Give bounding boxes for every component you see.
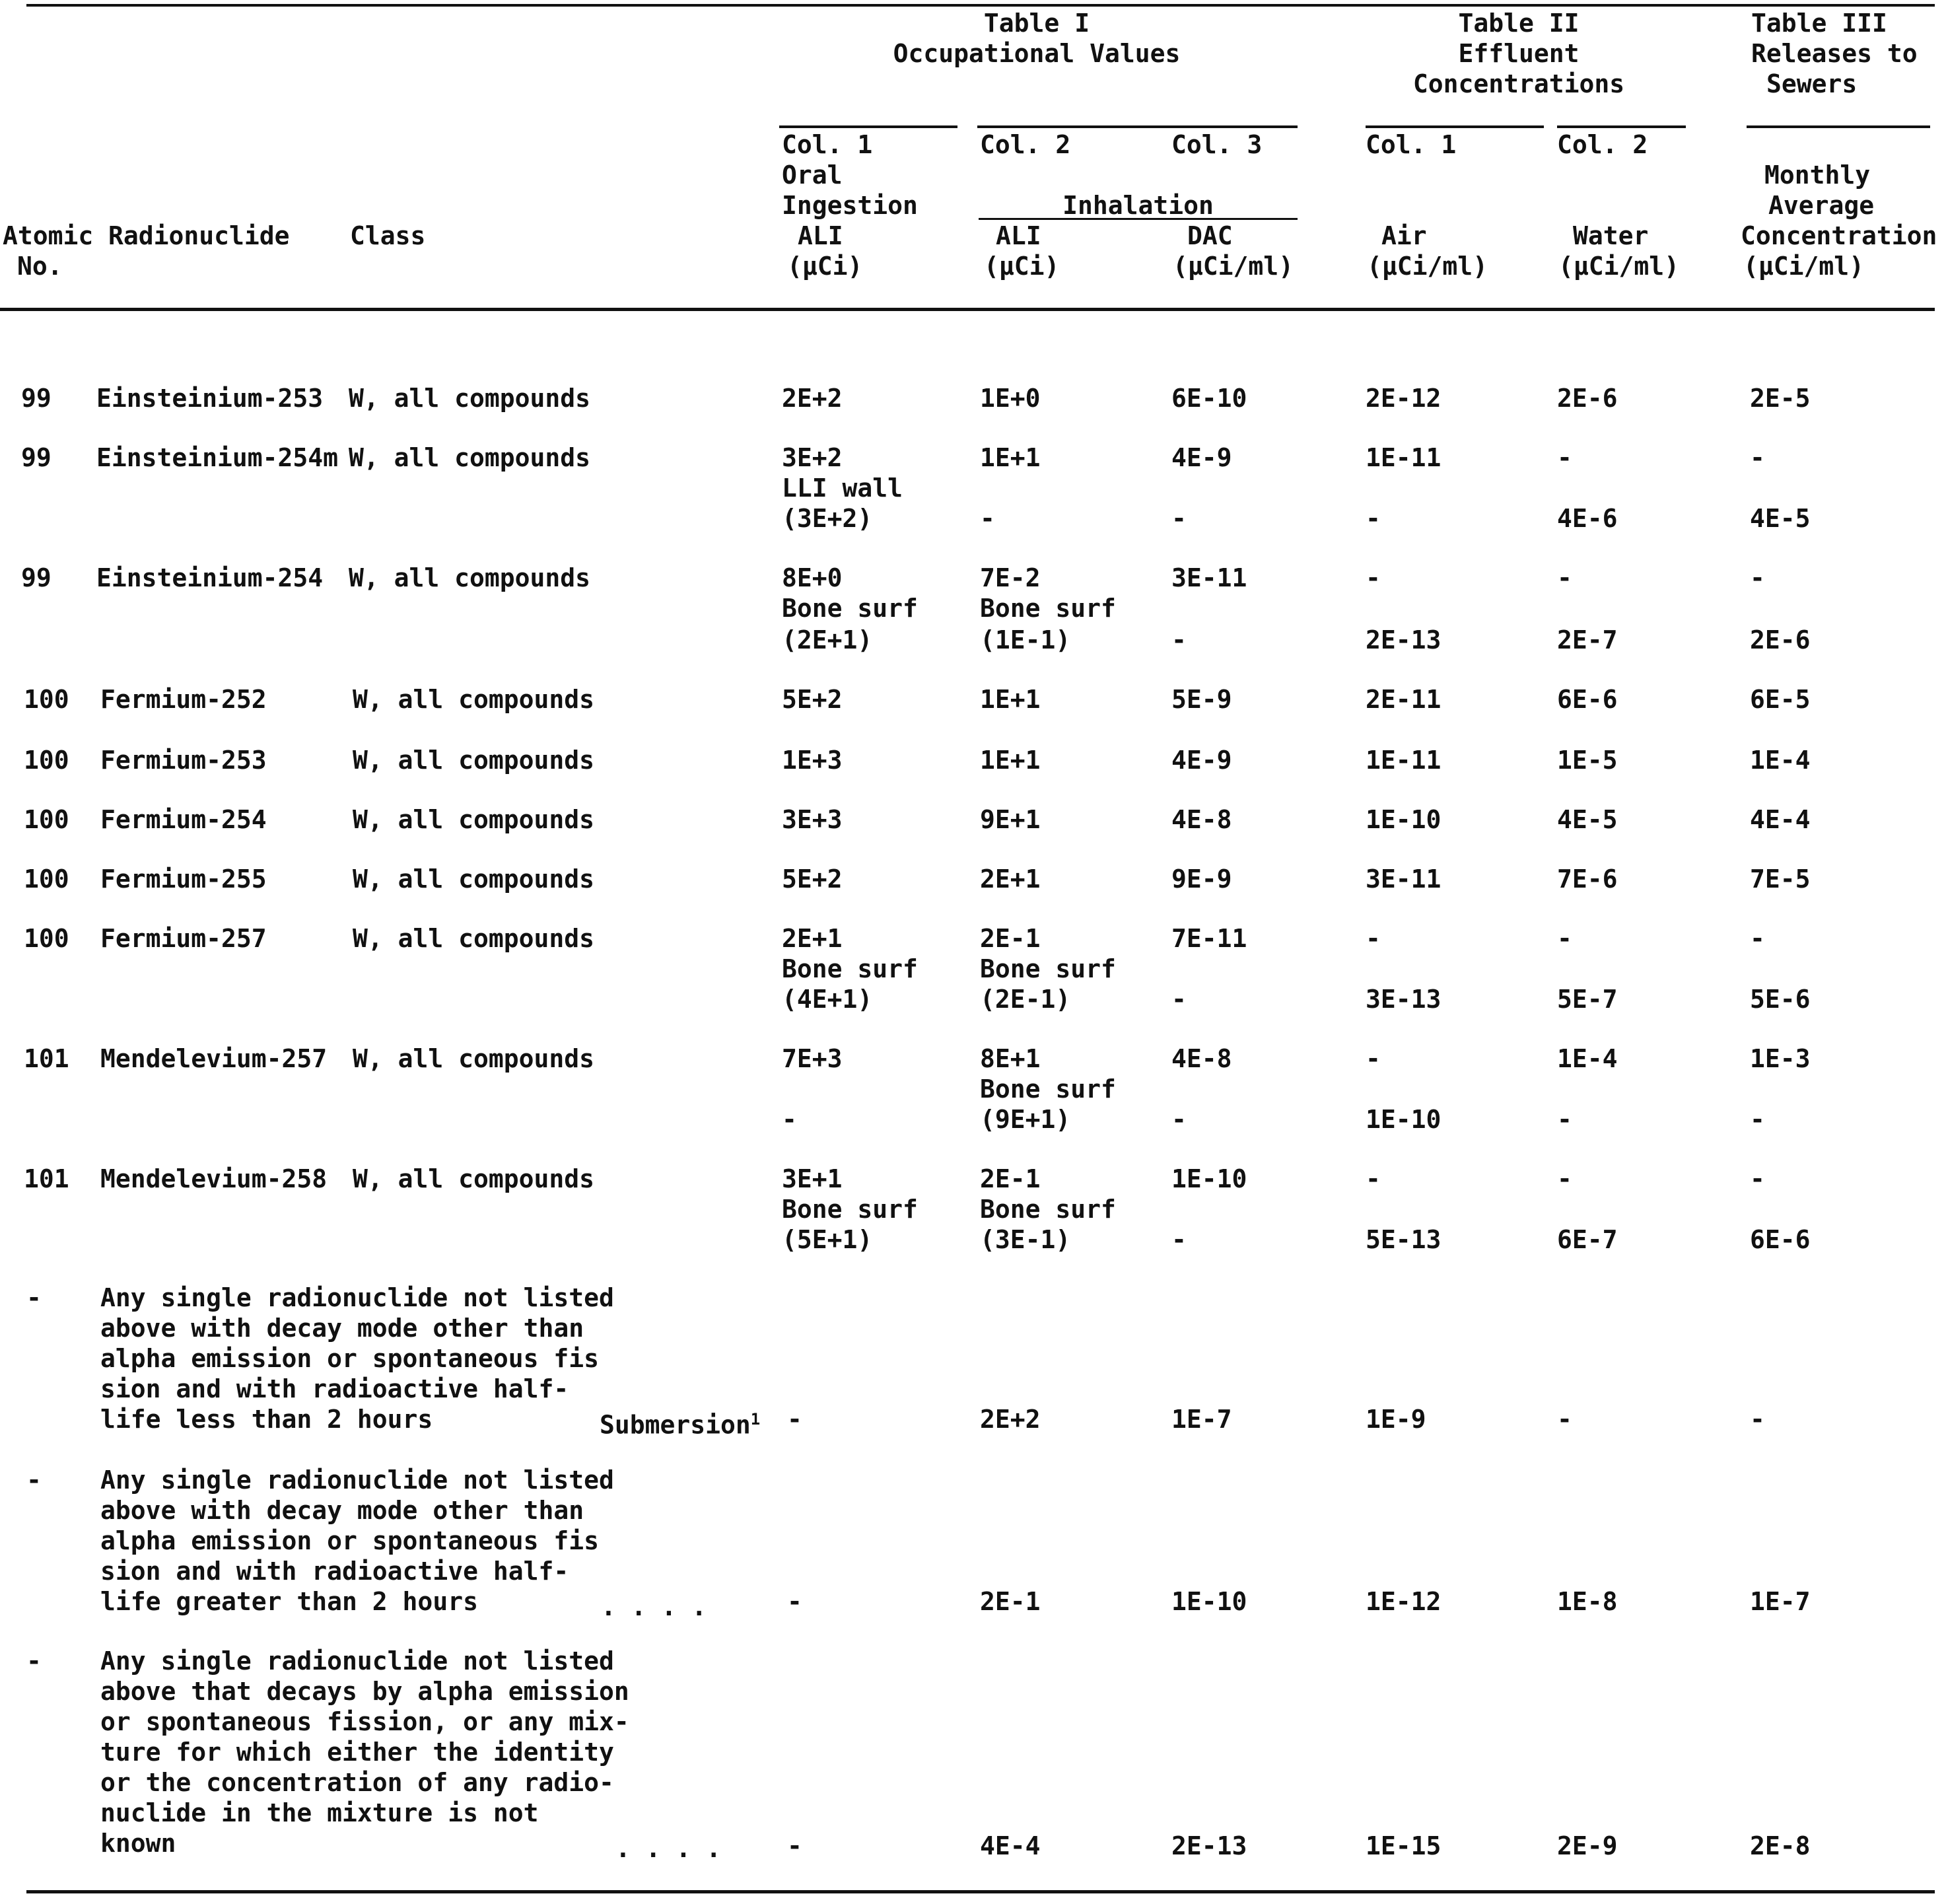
value-cell: - [1171, 625, 1187, 654]
class-cell: W, all compounds [349, 384, 591, 413]
class-cell: W, all compounds [349, 443, 591, 472]
radionuclide-description-cell: Any single radionuclide not listed above that decays by alpha emission or spontaneous fission, or any mix- ture for which either the identity or the concentration of any radio- nuclide in the mixture is not known [100, 1646, 629, 1858]
value-cell: 2E-6 [1750, 625, 1811, 654]
value-cell: 1E-12 [1366, 1587, 1442, 1616]
value-cell: - [1171, 1105, 1187, 1134]
atomic-number-cell: 101 [24, 1044, 69, 1073]
radionuclide-cell: Einsteinium-254m [96, 443, 339, 472]
value-cell: 2E-7 [1557, 625, 1618, 654]
value-cell: - [980, 504, 995, 533]
value-cell: 3E+2 [782, 443, 843, 472]
atomic-number-cell: 100 [24, 805, 69, 834]
value-cell: (2E+1) [782, 625, 873, 654]
organ-label-cell: LLI wall [782, 474, 903, 503]
t1-col3-line1: DAC [1187, 221, 1233, 250]
value-cell: - [1366, 563, 1381, 592]
class-cell: W, all compounds [353, 685, 595, 714]
value-cell: 5E-9 [1171, 685, 1232, 714]
value-cell: 4E-9 [1171, 746, 1232, 775]
value-cell: (9E+1) [980, 1105, 1071, 1134]
t1-col2-unit: (µCi) [984, 252, 1060, 281]
value-cell: 1E+1 [980, 443, 1041, 472]
value-cell: 1E-5 [1557, 746, 1618, 775]
t1-col3-unit: (µCi/ml) [1173, 252, 1294, 281]
t1-col2-label: Col. 2 [980, 130, 1071, 159]
value-cell: 1E-11 [1366, 746, 1442, 775]
value-cell: - [1557, 1164, 1572, 1193]
t2-col1-rule [1366, 125, 1544, 128]
value-cell: 6E-6 [1557, 685, 1618, 714]
value-cell: 2E+1 [980, 864, 1041, 894]
table2-line2: Effluent [1458, 39, 1580, 68]
value-cell: 1E-11 [1366, 443, 1442, 472]
value-cell: 5E+2 [782, 864, 843, 894]
radionuclide-cell: Einsteinium-253 [96, 384, 324, 413]
atomic-number-cell: 100 [24, 746, 69, 775]
value-cell: - [787, 1405, 802, 1434]
class-header: Class [350, 221, 426, 250]
value-cell: - [1171, 985, 1187, 1014]
table3-line3: Sewers [1766, 69, 1858, 98]
organ-label-cell: Bone surf [980, 954, 1116, 983]
class-cell: W, all compounds [353, 805, 595, 834]
value-cell: - [1557, 563, 1572, 592]
organ-label-cell: Bone surf [782, 1195, 918, 1224]
atomic-number-cell: 99 [21, 563, 52, 592]
radionuclide-cell: Fermium-257 [100, 924, 267, 953]
footnote-marker: 1 [750, 1410, 761, 1428]
value-cell: - [1557, 1105, 1572, 1134]
organ-label-cell: Bone surf [980, 1075, 1116, 1104]
atomic-number-cell: 100 [24, 864, 69, 894]
t2-col2-line1: Water [1573, 221, 1649, 250]
t2-col1-label: Col. 1 [1366, 130, 1457, 159]
t3-rule [1747, 125, 1930, 128]
value-cell: 1E-10 [1171, 1164, 1247, 1193]
t1-col1-line2: Ingestion [782, 191, 918, 220]
value-cell: 2E-8 [1750, 1831, 1811, 1860]
t3-unit: (µCi/ml) [1743, 252, 1865, 281]
value-cell: - [1750, 1105, 1765, 1134]
value-cell: - [1557, 1405, 1572, 1434]
value-cell: 7E-11 [1171, 924, 1247, 953]
atomic-number-cell: 99 [21, 443, 52, 472]
table2-line3: Concentrations [1412, 69, 1625, 98]
value-cell: - [1557, 443, 1572, 472]
top-rule [26, 4, 1935, 7]
t1-col3-label: Col. 3 [1171, 130, 1263, 159]
value-cell: - [1366, 1164, 1381, 1193]
atomic-number-cell: 100 [24, 685, 69, 714]
organ-label-cell: Bone surf [782, 954, 918, 983]
class-cell: W, all compounds [353, 1044, 595, 1073]
inhalation-label: Inhalation [1062, 191, 1214, 220]
value-cell: 3E-13 [1366, 985, 1442, 1014]
value-cell: 2E-9 [1557, 1831, 1618, 1860]
value-cell: 4E-4 [1750, 805, 1811, 834]
value-cell: 2E-5 [1750, 384, 1811, 413]
value-cell: 1E-3 [1750, 1044, 1811, 1073]
value-cell: 1E-7 [1750, 1587, 1811, 1616]
class-cell: W, all compounds [353, 924, 595, 953]
organ-label-cell: Bone surf [980, 1195, 1116, 1224]
t1-col1-label: Col. 1 [782, 130, 873, 159]
value-cell: 2E-1 [980, 1587, 1041, 1616]
t2-col2-unit: (µCi/ml) [1558, 252, 1680, 281]
value-cell: 1E-7 [1171, 1405, 1232, 1434]
table3-title: Table III [1751, 9, 1887, 38]
table1-subtitle: Occupational Values [893, 39, 1181, 68]
value-cell: 3E+3 [782, 805, 843, 834]
class-cell: . . . . [601, 1592, 707, 1621]
t3-line3: Concentration [1741, 221, 1937, 250]
value-cell: - [1171, 1225, 1187, 1254]
value-cell: 2E-13 [1171, 1831, 1247, 1860]
value-cell: 4E-6 [1557, 504, 1618, 533]
table2-title: Table II [1458, 9, 1580, 38]
value-cell: 7E-6 [1557, 864, 1618, 894]
value-cell: 1E-8 [1557, 1587, 1618, 1616]
t1-col1-line3: ALI [798, 221, 843, 250]
value-cell: 7E-2 [980, 563, 1041, 592]
value-cell: - [1366, 924, 1381, 953]
atomic-number-cell: 100 [24, 924, 69, 953]
value-cell: 5E-6 [1750, 985, 1811, 1014]
value-cell: - [1366, 504, 1381, 533]
value-cell: (3E+2) [782, 504, 873, 533]
value-cell: - [1750, 1164, 1765, 1193]
organ-label-cell: Bone surf [782, 594, 918, 623]
t3-line2: Average [1768, 191, 1875, 220]
value-cell: 8E+1 [980, 1044, 1041, 1073]
value-cell: - [1557, 924, 1572, 953]
value-cell: 6E-6 [1750, 1225, 1811, 1254]
t2-col1-line1: Air [1381, 221, 1427, 250]
t1-col2-line1: ALI [996, 221, 1041, 250]
value-cell: 8E+0 [782, 563, 843, 592]
radionuclide-cell: Mendelevium-258 [100, 1164, 328, 1193]
radionuclide-cell: Fermium-255 [100, 864, 267, 894]
value-cell: - [1750, 443, 1765, 472]
t3-line1: Monthly [1764, 160, 1871, 190]
t1-col23-rule [977, 125, 1298, 128]
t2-col2-label: Col. 2 [1557, 130, 1648, 159]
value-cell: 2E+1 [782, 924, 843, 953]
atomic-number-cell: 101 [24, 1164, 69, 1193]
value-cell: 3E+1 [782, 1164, 843, 1193]
value-cell: 5E-7 [1557, 985, 1618, 1014]
value-cell: - [1750, 924, 1765, 953]
atomic-number-cell: - [26, 1465, 42, 1495]
value-cell: 3E-11 [1171, 563, 1247, 592]
atomic-number-cell: 99 [21, 384, 52, 413]
value-cell: - [787, 1831, 802, 1860]
radionuclide-header: Radionuclide [108, 221, 290, 250]
value-cell: 3E-11 [1366, 864, 1442, 894]
value-cell: 1E-4 [1750, 746, 1811, 775]
value-cell: 9E+1 [980, 805, 1041, 834]
value-cell: 2E-13 [1366, 625, 1442, 654]
value-cell: - [787, 1587, 802, 1616]
value-cell: 1E+1 [980, 685, 1041, 714]
value-cell: 5E+2 [782, 685, 843, 714]
class-cell: W, all compounds [349, 563, 591, 592]
t1-col1-rule [779, 125, 957, 128]
value-cell: 1E-10 [1366, 805, 1442, 834]
value-cell: 7E-5 [1750, 864, 1811, 894]
t1-col1-line1: Oral [782, 160, 843, 190]
radionuclide-cell: Einsteinium-254 [96, 563, 324, 592]
value-cell: 2E+2 [980, 1405, 1041, 1434]
radionuclide-description-cell: Any single radionuclide not listed above with decay mode other than alpha emission or spontaneous fis sion and with radioactive half- life greater than 2 hours [100, 1465, 614, 1616]
value-cell: 4E-4 [980, 1831, 1041, 1860]
value-cell: 1E-15 [1366, 1831, 1442, 1860]
t2-col1-unit: (µCi/ml) [1367, 252, 1488, 281]
value-cell: 2E-1 [980, 1164, 1041, 1193]
value-cell: - [1750, 1405, 1765, 1434]
organ-label-cell: Bone surf [980, 594, 1116, 623]
table3-line2: Releases to [1751, 39, 1918, 68]
value-cell: (1E-1) [980, 625, 1071, 654]
radionuclide-cell: Fermium-252 [100, 685, 267, 714]
value-cell: 1E-10 [1366, 1105, 1442, 1134]
value-cell: - [1750, 563, 1765, 592]
value-cell: 6E-7 [1557, 1225, 1618, 1254]
value-cell: 5E-13 [1366, 1225, 1442, 1254]
value-cell: 4E-5 [1557, 805, 1618, 834]
value-cell: - [782, 1105, 797, 1134]
header-bottom-rule [0, 308, 1935, 311]
class-cell: W, all compounds [353, 746, 595, 775]
value-cell: 4E-8 [1171, 805, 1232, 834]
value-cell: 1E-10 [1171, 1587, 1247, 1616]
bottom-rule [26, 1890, 1935, 1893]
class-cell: Submersion$^1$ [600, 1410, 761, 1440]
value-cell: 4E-5 [1750, 504, 1811, 533]
value-cell: 6E-5 [1750, 685, 1811, 714]
value-cell: 2E-11 [1366, 685, 1442, 714]
value-cell: 1E+3 [782, 746, 843, 775]
t2-col2-rule [1557, 125, 1686, 128]
radionuclide-cell: Mendelevium-257 [100, 1044, 328, 1073]
value-cell: (5E+1) [782, 1225, 873, 1254]
class-cell: W, all compounds [353, 1164, 595, 1193]
value-cell: 2E+2 [782, 384, 843, 413]
atomic-no-line2: No. [17, 252, 63, 281]
value-cell: (4E+1) [782, 985, 873, 1014]
value-cell: 2E-1 [980, 924, 1041, 953]
value-cell: 1E-4 [1557, 1044, 1618, 1073]
value-cell: 9E-9 [1171, 864, 1232, 894]
value-cell: 1E+0 [980, 384, 1041, 413]
class-cell: . . . . [615, 1834, 722, 1863]
class-cell: W, all compounds [353, 864, 595, 894]
radionuclide-cell: Fermium-254 [100, 805, 267, 834]
value-cell: (3E-1) [980, 1225, 1071, 1254]
value-cell: - [1171, 504, 1187, 533]
t1-col1-unit: (µCi) [787, 252, 863, 281]
table1-title: Table I [983, 9, 1090, 38]
value-cell: 2E-6 [1557, 384, 1618, 413]
radionuclide-description-cell: Any single radionuclide not listed above with decay mode other than alpha emission or spontaneous fis sion and with radioactive half- life less than 2 hours [100, 1283, 614, 1434]
value-cell: 4E-8 [1171, 1044, 1232, 1073]
radionuclide-cell: Fermium-253 [100, 746, 267, 775]
value-cell: 7E+3 [782, 1044, 843, 1073]
atomic-number-cell: - [26, 1283, 42, 1312]
value-cell: 2E-12 [1366, 384, 1442, 413]
value-cell: 1E-9 [1366, 1405, 1426, 1434]
atomic-no-line1: Atomic [3, 221, 94, 250]
value-cell: 4E-9 [1171, 443, 1232, 472]
value-cell: - [1366, 1044, 1381, 1073]
atomic-number-cell: - [26, 1646, 42, 1675]
value-cell: (2E-1) [980, 985, 1071, 1014]
value-cell: 6E-10 [1171, 384, 1247, 413]
value-cell: 1E+1 [980, 746, 1041, 775]
